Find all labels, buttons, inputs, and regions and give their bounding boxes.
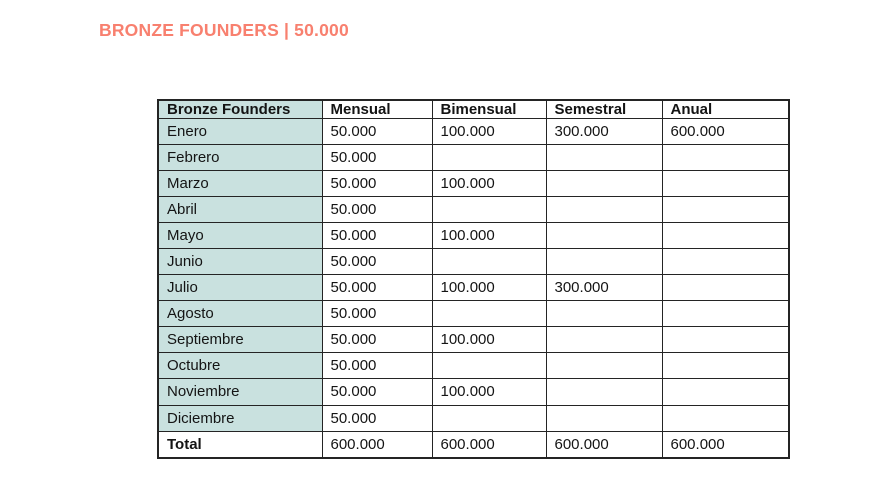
cell-bimensual: [432, 249, 546, 275]
row-label: Enero: [158, 119, 322, 145]
header-anual: Anual: [662, 100, 789, 119]
cell-semestral: [546, 171, 662, 197]
total-semestral: 600.000: [546, 431, 662, 458]
row-label: Marzo: [158, 171, 322, 197]
total-bimensual: 600.000: [432, 431, 546, 458]
table-row: [158, 223, 789, 249]
cell-semestral: [546, 379, 662, 405]
cell-mensual: 50.000: [322, 275, 432, 301]
cell-semestral: [546, 301, 662, 327]
cell-bimensual: 100.000: [432, 119, 546, 145]
header-mensual: Mensual: [322, 100, 432, 119]
cell-anual: [662, 405, 789, 431]
cell-bimensual: [432, 145, 546, 171]
cell-anual: [662, 275, 789, 301]
cell-mensual: 50.000: [322, 171, 432, 197]
table-row: [158, 301, 789, 327]
row-label: Junio: [158, 249, 322, 275]
cell-mensual: 50.000: [322, 327, 432, 353]
cell-semestral: [546, 353, 662, 379]
cell-anual: [662, 249, 789, 275]
cell-semestral: [546, 405, 662, 431]
cell-anual: [662, 171, 789, 197]
cell-semestral: [546, 145, 662, 171]
row-label: Mayo: [158, 223, 322, 249]
header-semestral: Semestral: [546, 100, 662, 119]
cell-anual: [662, 353, 789, 379]
total-anual: 600.000: [662, 431, 789, 458]
table-row: [158, 353, 789, 379]
cell-semestral: [546, 223, 662, 249]
cell-bimensual: [432, 301, 546, 327]
cell-bimensual: [432, 405, 546, 431]
cell-semestral: [546, 327, 662, 353]
cell-semestral: 300.000: [546, 119, 662, 145]
page-title: BRONZE FOUNDERS | 50.000: [99, 20, 349, 40]
table-total-row: [158, 431, 789, 458]
cell-semestral: 300.000: [546, 275, 662, 301]
cell-mensual: 50.000: [322, 379, 432, 405]
row-label: Febrero: [158, 145, 322, 171]
table-row: [158, 379, 789, 405]
cell-semestral: [546, 249, 662, 275]
row-label: Septiembre: [158, 327, 322, 353]
cell-bimensual: [432, 353, 546, 379]
bronze-founders-table: [157, 99, 790, 459]
table-row: [158, 405, 789, 431]
row-label: Julio: [158, 275, 322, 301]
cell-bimensual: 100.000: [432, 275, 546, 301]
cell-mensual: 50.000: [322, 249, 432, 275]
cell-anual: [662, 145, 789, 171]
total-label: Total: [158, 431, 322, 458]
table-row: [158, 275, 789, 301]
cell-mensual: 50.000: [322, 223, 432, 249]
table-row: [158, 145, 789, 171]
cell-anual: [662, 301, 789, 327]
cell-mensual: 50.000: [322, 405, 432, 431]
table-row: [158, 249, 789, 275]
row-label: Noviembre: [158, 379, 322, 405]
cell-anual: [662, 197, 789, 223]
header-bronze-founders: Bronze Founders: [158, 100, 322, 119]
row-label: Abril: [158, 197, 322, 223]
table-row: [158, 197, 789, 223]
cell-bimensual: [432, 197, 546, 223]
cell-anual: [662, 327, 789, 353]
total-mensual: 600.000: [322, 431, 432, 458]
cell-anual: [662, 223, 789, 249]
row-label: Diciembre: [158, 405, 322, 431]
cell-mensual: 50.000: [322, 353, 432, 379]
row-label: Agosto: [158, 301, 322, 327]
table-row: [158, 119, 789, 145]
cell-bimensual: 100.000: [432, 171, 546, 197]
cell-mensual: 50.000: [322, 119, 432, 145]
cell-semestral: [546, 197, 662, 223]
cell-bimensual: 100.000: [432, 327, 546, 353]
cell-bimensual: 100.000: [432, 223, 546, 249]
cell-mensual: 50.000: [322, 145, 432, 171]
header-bimensual: Bimensual: [432, 100, 546, 119]
table-row: [158, 327, 789, 353]
cell-mensual: 50.000: [322, 197, 432, 223]
cell-anual: [662, 379, 789, 405]
cell-bimensual: 100.000: [432, 379, 546, 405]
cell-mensual: 50.000: [322, 301, 432, 327]
cell-anual: 600.000: [662, 119, 789, 145]
table-row: [158, 171, 789, 197]
table-header-row: [158, 100, 789, 119]
row-label: Octubre: [158, 353, 322, 379]
